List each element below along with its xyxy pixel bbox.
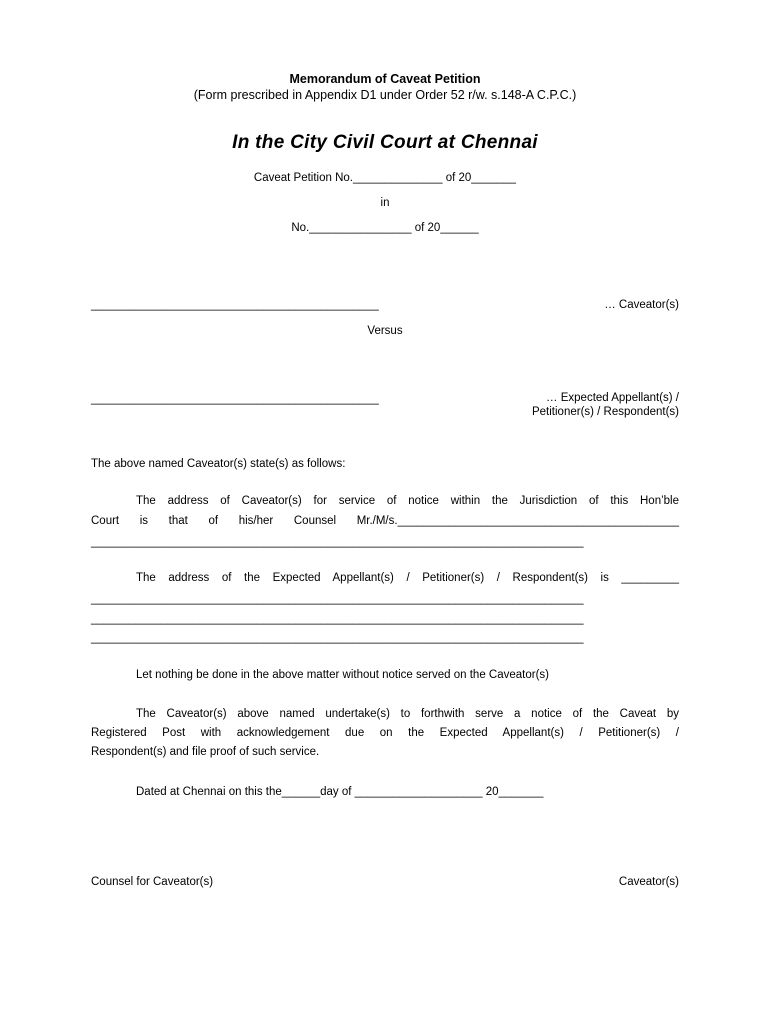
para1-line1: The address of Caveator(s) for service of notice within the Jurisdiction of this Hon’ble — [136, 495, 679, 507]
counsel-signature-label: Counsel for Caveator(s) — [91, 876, 214, 888]
case-number: No.________________ of 20______ — [291, 222, 479, 234]
appellant-label-1: … Expected Appellant(s) / — [546, 392, 679, 404]
court-title: In the City Civil Court at Chennai — [232, 132, 538, 153]
dated-line: Dated at Chennai on this the______day of ____________________ 20_______ — [136, 786, 544, 798]
intro-statement: The above named Caveator(s) state(s) as follows: — [91, 458, 346, 470]
form-note: (Form prescribed in Appendix D1 under Order 52 r/w. s.148-A C.P.C.) — [193, 88, 577, 102]
para3: Let nothing be done in the above matter without notice served on the Caveator(s) — [136, 669, 549, 681]
para4-line1: The Caveator(s) above named undertake(s) to forthwith serve a notice of the Caveat by — [136, 708, 679, 720]
para1-line3: _____________________________________________________________________________ — [91, 536, 584, 548]
appellant-name-line: _____________________________________________ — [91, 393, 379, 405]
appellant-label-2: Petitioner(s) / Respondent(s) — [531, 406, 679, 418]
para2-line2: _____________________________________________________________________________ — [91, 593, 584, 605]
caveator-signature-label: Caveator(s) — [618, 876, 679, 888]
para4-line2: Registered Post with acknowledgement due on the Expected Appellant(s) / Petitioner(s) / — [91, 727, 679, 739]
para2-line4: _____________________________________________________________________________ — [91, 632, 584, 644]
caveator-name-line: _____________________________________________ — [91, 299, 379, 311]
in-word: in — [380, 197, 390, 209]
para4-line3: Respondent(s) and file proof of such service. — [91, 746, 320, 758]
petition-number: Caveat Petition No.______________ of 20_______ — [253, 172, 517, 184]
caveator-label: … Caveator(s) — [604, 299, 679, 311]
para2-line1: The address of the Expected Appellant(s) / Petitioner(s) / Respondent(s) is _________ — [136, 572, 679, 584]
para1-line2: Court is that of his/her Counsel Mr./M/s.____________________________________________ — [91, 515, 679, 527]
versus-label: Versus — [367, 325, 403, 337]
para2-line3: _____________________________________________________________________________ — [91, 613, 584, 625]
memo-title: Memorandum of Caveat Petition — [289, 72, 481, 86]
